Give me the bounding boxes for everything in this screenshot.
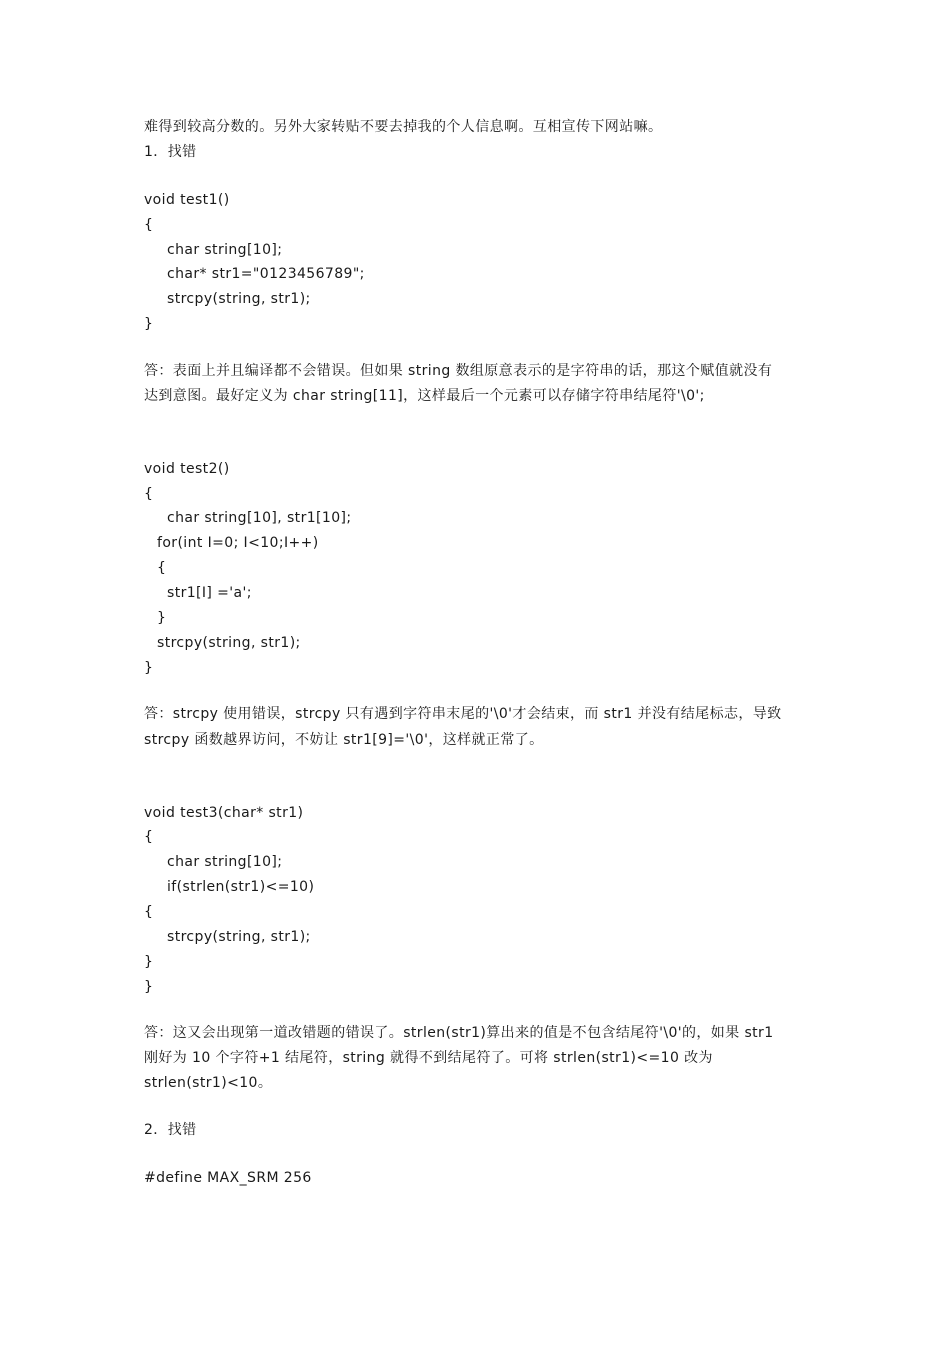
test2-signature: void test2() bbox=[144, 461, 230, 477]
test2-code-line: } bbox=[157, 610, 167, 626]
test3-open-brace: { bbox=[144, 829, 154, 845]
answer3-line: strlen(str1)<10。 bbox=[144, 1075, 273, 1091]
test2-close-brace: } bbox=[144, 660, 154, 676]
answer1-line: 达到意图。最好定义为 char string[11]，这样最后一个元素可以存储字符串结尾符'\0'; bbox=[144, 388, 705, 404]
answer3-line: 刚好为 10 个字符+1 结尾符，string 就得不到结尾符了。可将 strlen(str1)<=10 改为 bbox=[144, 1050, 713, 1066]
test2-code-line: { bbox=[157, 560, 167, 576]
test1-signature: void test1() bbox=[144, 192, 230, 208]
test3-code-line: { bbox=[144, 904, 154, 920]
test2-open-brace: { bbox=[144, 486, 154, 502]
test2-code-line: str1[I] ='a'; bbox=[167, 585, 252, 601]
test1-code-line: char string[10]; bbox=[167, 242, 283, 258]
test3-close-brace: } bbox=[144, 979, 154, 995]
test1-code-line: char* str1="0123456789"; bbox=[167, 266, 365, 282]
test3-code-line: } bbox=[144, 954, 154, 970]
test2-code-line: for(int I=0; I<10;I++) bbox=[157, 535, 319, 551]
answer2-line: strcpy 函数越界访问，不妨让 str1[9]='\0'，这样就正常了。 bbox=[144, 732, 544, 748]
answer3-line: 答：这又会出现第一道改错题的错误了。strlen(str1)算出来的值是不包含结尾符'\0'的，如果 str1 bbox=[144, 1025, 774, 1041]
test2-code-line: strcpy(string, str1); bbox=[157, 635, 301, 651]
intro-text: 难得到较高分数的。另外大家转贴不要去掉我的个人信息啊。互相宣传下网站嘛。 bbox=[144, 119, 663, 135]
test3-code-line: if(strlen(str1)<=10) bbox=[167, 879, 315, 895]
test1-open-brace: { bbox=[144, 217, 154, 233]
answer1-line: 答：表面上并且编译都不会错误。但如果 string 数组原意表示的是字符串的话，那这个赋值就没有 bbox=[144, 363, 773, 379]
answer2-line: 答：strcpy 使用错误，strcpy 只有遇到字符串末尾的'\0'才会结束，而 str1 并没有结尾标志，导致 bbox=[144, 706, 782, 722]
test1-code-line: strcpy(string, str1); bbox=[167, 291, 311, 307]
test3-code-line: strcpy(string, str1); bbox=[167, 929, 311, 945]
test3-code-line: char string[10]; bbox=[167, 854, 283, 870]
section-1-heading: 1．找错 bbox=[144, 144, 197, 160]
test3-signature: void test3(char* str1) bbox=[144, 805, 304, 821]
test2-code-line: char string[10], str1[10]; bbox=[167, 510, 352, 526]
test1-close-brace: } bbox=[144, 316, 154, 332]
define-line: #define MAX_SRM 256 bbox=[144, 1170, 312, 1186]
section-2-heading: 2．找错 bbox=[144, 1122, 197, 1138]
